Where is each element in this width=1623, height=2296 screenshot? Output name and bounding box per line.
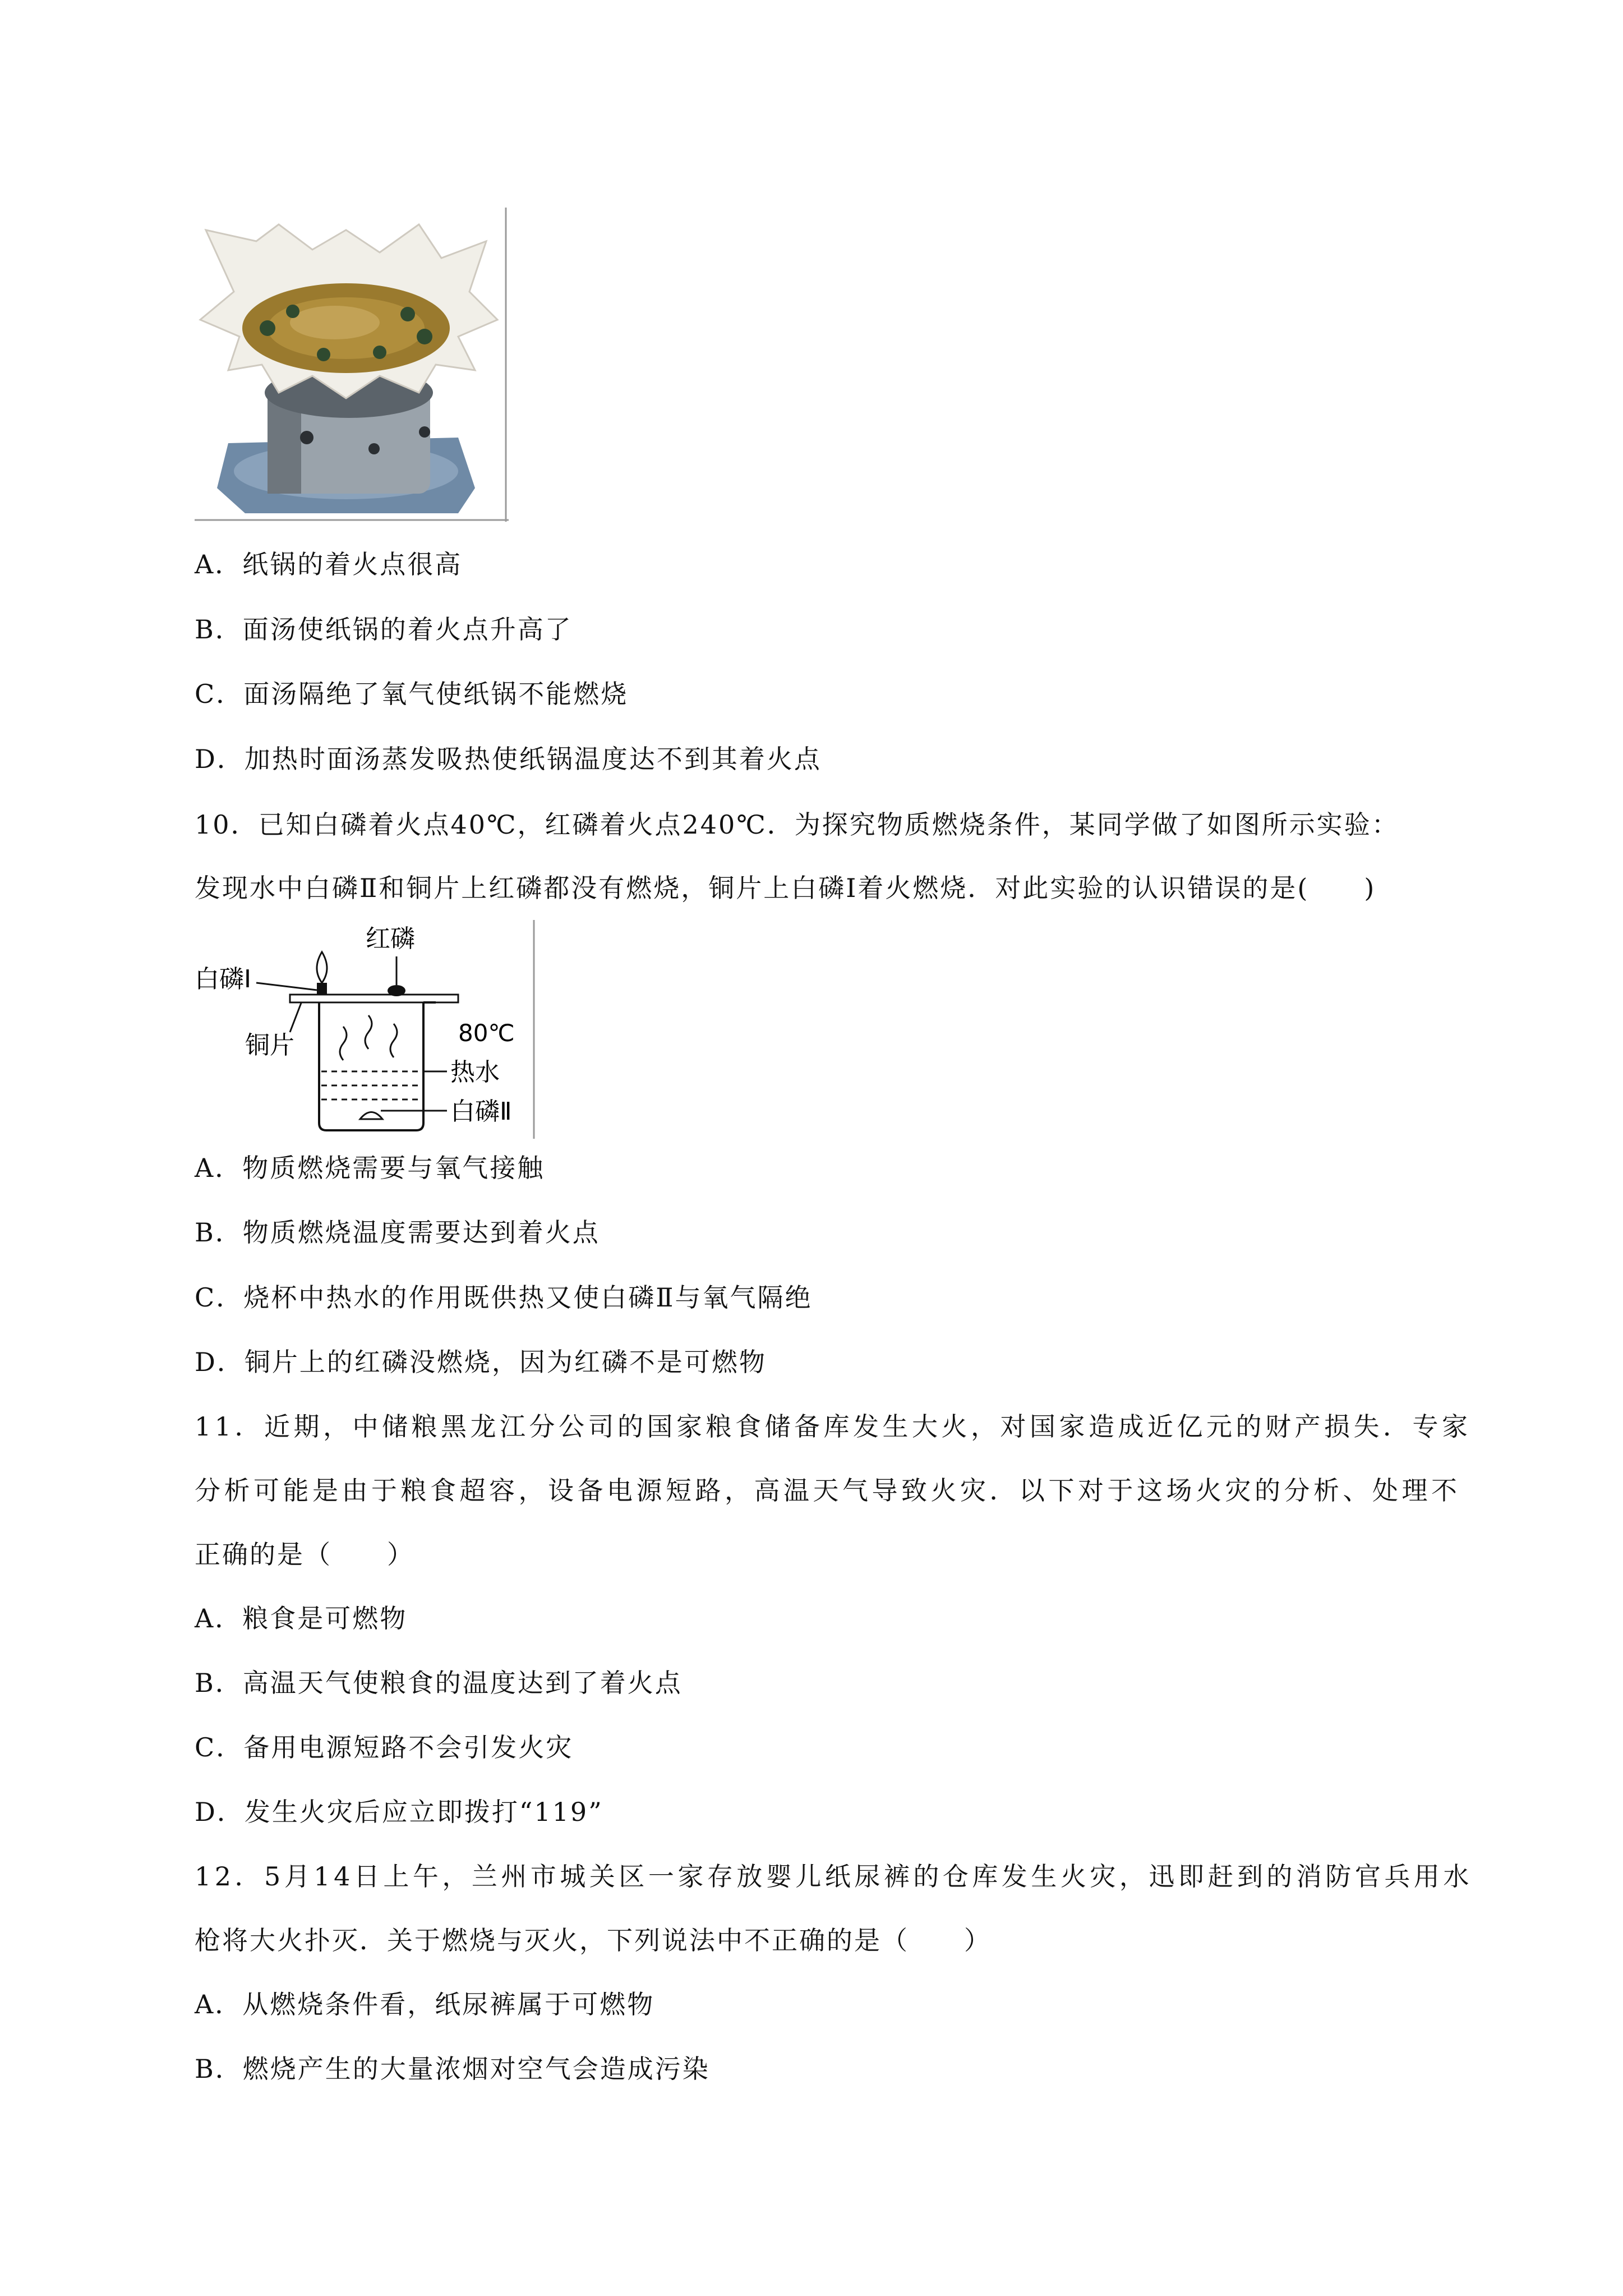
q11-option-a: A．粮食是可燃物 bbox=[195, 1603, 408, 1634]
q10-option-c: C．烧杯中热水的作用既供热又使白磷Ⅱ与氧气隔绝 bbox=[195, 1282, 813, 1313]
q11-stem-line1: 11．近期，中储粮黑龙江分公司的国家粮食储备库发生大火，对国家造成近亿元的财产损失．专家 bbox=[195, 1411, 1472, 1442]
q10-option-a: A．物质燃烧需要与氧气接触 bbox=[195, 1153, 545, 1183]
prev-option-b: B．面汤使纸锅的着火点升高了 bbox=[195, 614, 573, 645]
q11-option-b: B．高温天气使粮食的温度达到了着火点 bbox=[195, 1668, 683, 1698]
prev-option-a: A．纸锅的着火点很高 bbox=[195, 549, 463, 579]
q12-option-b: B．燃烧产生的大量浓烟对空气会造成污染 bbox=[195, 2054, 710, 2084]
q10-stem-line1: 10．已知白磷着火点40℃，红磷着火点240℃．为探究物质燃烧条件，某同学做了如图所示实验： bbox=[195, 809, 1399, 840]
q11-stem-line2: 分析可能是由于粮食超容，设备电源短路，高温天气导致火灾．以下对于这场火灾的分析、处理不 bbox=[195, 1475, 1461, 1506]
paper-pot-photo bbox=[195, 208, 509, 522]
label-temperature: 80℃ bbox=[458, 1019, 515, 1047]
q10-stem-line2: 发现水中白磷Ⅱ和铜片上红磷都没有燃烧，铜片上白磷Ⅰ着火燃烧．对此实验的认识错误的是( ) bbox=[195, 873, 1376, 903]
q10-option-b: B．物质燃烧温度需要达到着火点 bbox=[195, 1217, 600, 1248]
label-copper-plate: 铜片 bbox=[245, 1031, 294, 1060]
q12-stem-line2: 枪将大火扑灭．关于燃烧与灭火，下列说法中不正确的是（ ） bbox=[195, 1925, 992, 1955]
q10-option-d: D．铜片上的红磷没燃烧，因为红磷不是可燃物 bbox=[195, 1347, 767, 1377]
phosphorus-experiment-diagram bbox=[195, 920, 537, 1139]
q11-stem-line3: 正确的是（ ） bbox=[195, 1539, 414, 1570]
q12-stem-line1: 12．5月14日上午，兰州市城关区一家存放婴儿纸尿裤的仓库发生火灾，迅即赶到的消防官兵用水 bbox=[195, 1861, 1473, 1892]
label-white-phosphorus-1: 白磷Ⅰ bbox=[195, 965, 251, 993]
prev-option-d: D．加热时面汤蒸发吸热使纸锅温度达不到其着火点 bbox=[195, 744, 822, 774]
label-white-phosphorus-2: 白磷Ⅱ bbox=[450, 1097, 512, 1126]
q11-option-c: C．备用电源短路不会引发火灾 bbox=[195, 1732, 574, 1763]
label-hot-water: 热水 bbox=[450, 1058, 500, 1087]
label-red-phosphorus: 红磷 bbox=[366, 924, 415, 953]
q12-option-a: A．从燃烧条件看，纸尿裤属于可燃物 bbox=[195, 1989, 655, 2019]
q11-option-d: D．发生火灾后应立即拨打“119” bbox=[195, 1797, 603, 1827]
prev-option-c: C．面汤隔绝了氧气使纸锅不能燃烧 bbox=[195, 679, 629, 709]
